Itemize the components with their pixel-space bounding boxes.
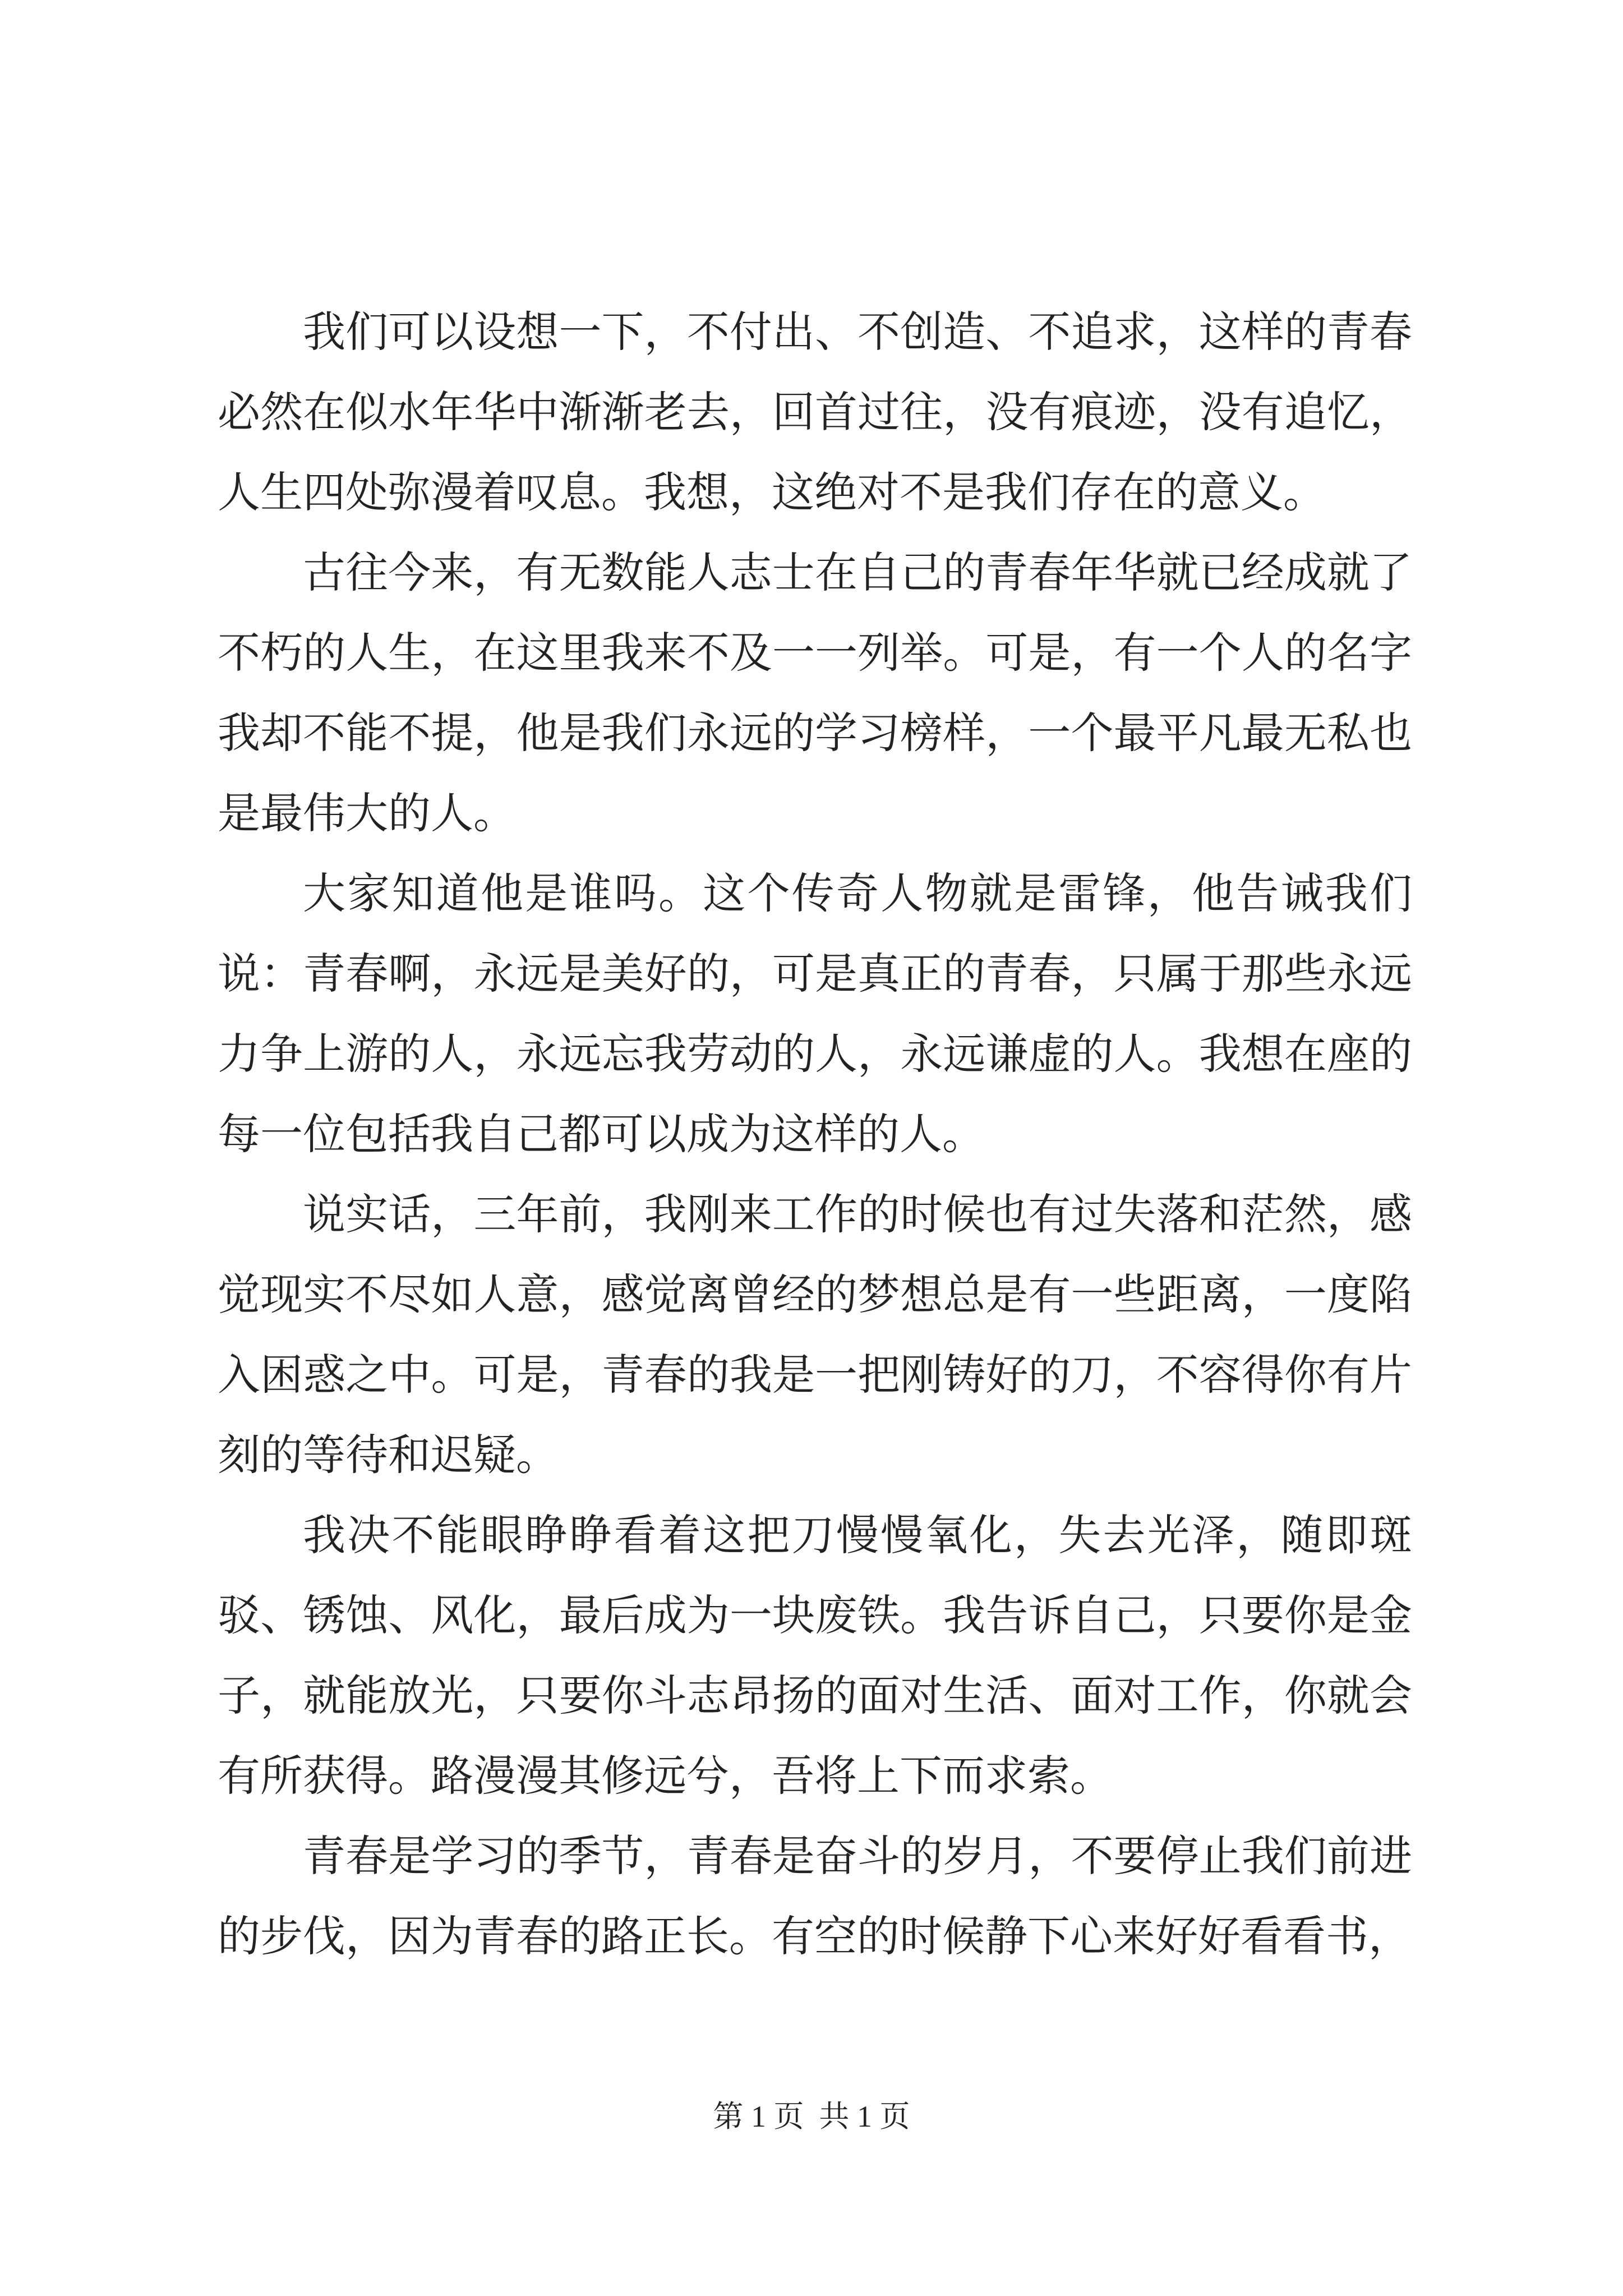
paragraph: 古往今来，有无数能人志士在自己的青春年华就已经成就了不朽的人生，在这里我来不及一一列举。可是，有一个人的名字我却不能不提，他是我们永远的学习榜样，一个最平凡最无私也是最伟大的人。 [218, 547, 1412, 838]
paragraph: 我们可以设想一下，不付出、不创造、不追求，这样的青春必然在似水年华中渐渐老去，回首过往，没有痕迹，没有追忆，人生四处弥漫着叹息。我想，这绝对不是我们存在的意义。 [218, 307, 1412, 517]
paragraph: 青春是学习的季节，青春是奋斗的岁月，不要停止我们前进的步伐，因为青春的路正长。有空的时候静下心来好好看看书， [218, 1831, 1412, 1961]
page-footer: 第 1 页 共 1 页 [713, 2100, 910, 2133]
paragraph: 说实话，三年前，我刚来工作的时候也有过失落和茫然，感觉现实不尽如人意，感觉离曾经的梦想总是有一些距离，一度陷入困惑之中。可是，青春的我是一把刚铸好的刀，不容得你有片刻的等待和迟疑。 [218, 1189, 1412, 1480]
body-text [218, 292, 1412, 1976]
paragraph: 我决不能眼睁睁看着这把刀慢慢氧化，失去光泽，随即斑驳、锈蚀、风化，最后成为一块废铁。我告诉自己，只要你是金子，就能放光，只要你斗志昂扬的面对生活、面对工作，你就会有所获得。路漫漫其修远兮，吾将上下而求索。 [218, 1510, 1412, 1801]
paragraph: 大家知道他是谁吗。这个传奇人物就是雷锋，他告诫我们说：青春啊，永远是美好的，可是真正的青春，只属于那些永远力争上游的人，永远忘我劳动的人，永远谦虚的人。我想在座的每一位包括我自己都可以成为这样的人。 [218, 868, 1412, 1159]
